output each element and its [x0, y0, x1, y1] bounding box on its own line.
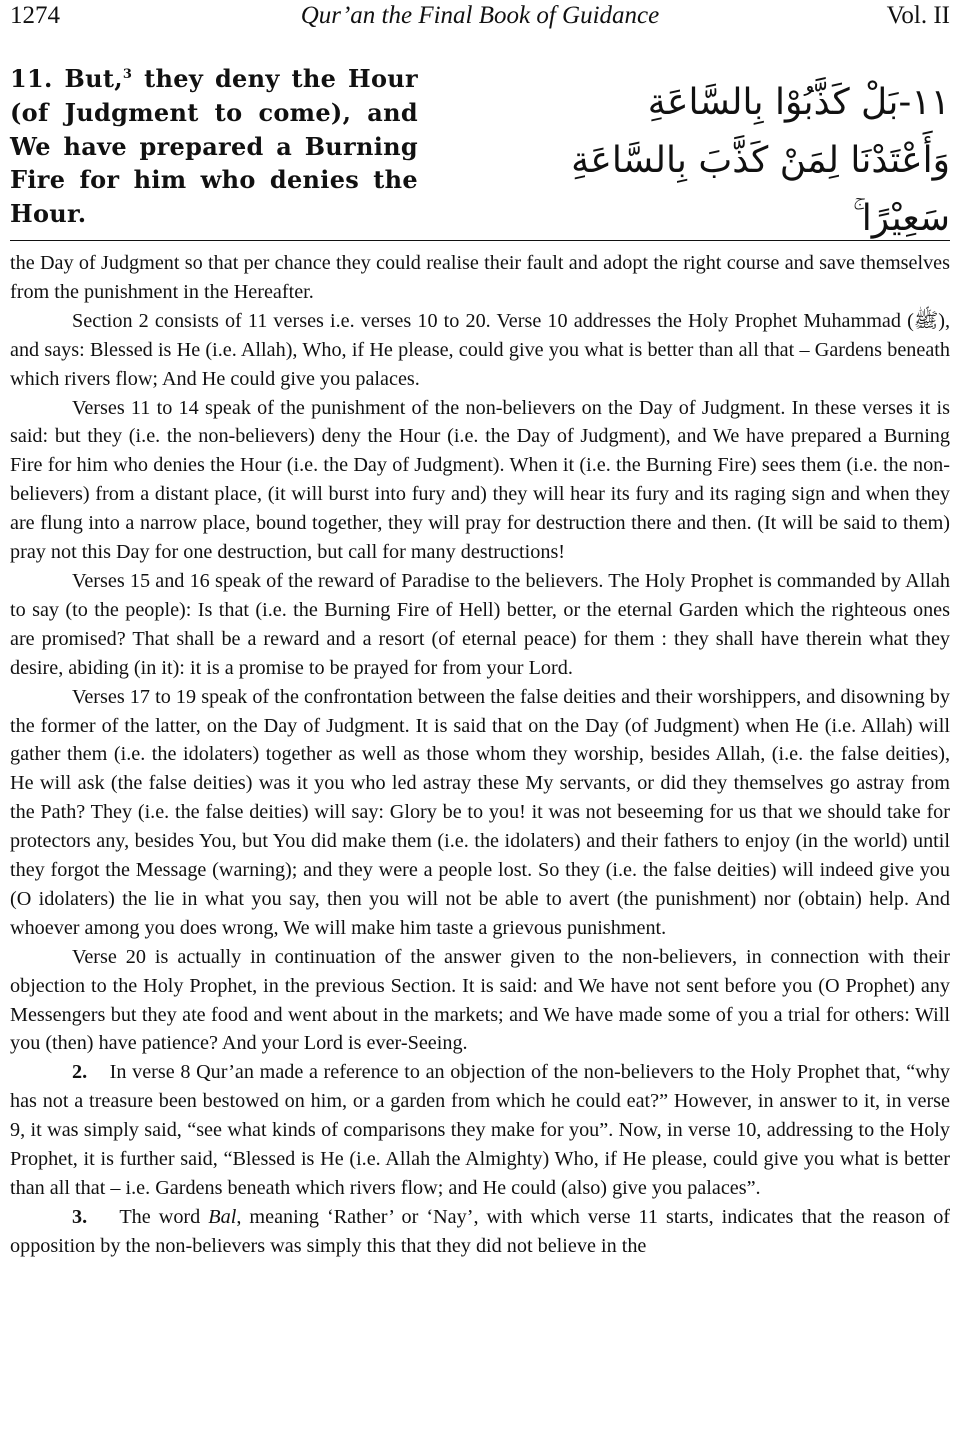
verse-translation — [10, 62, 418, 231]
footnote-3-text-rest: , meaning ‘Rather’ or ‘Nay’, with which verse 11 starts, indicates that the reason of opposition by the non-believers was simply this that they did not believe in the — [10, 1205, 951, 1257]
paragraph-verse-20: Verse 20 is actually in continuation of the answer given to the non-believers, in connection with their objection to the Holy Prophet, in the previous Section. It is said: and We have not sent before you (O Prophet) any Messengers but they ate food and went about in the markets; and We have made some of you a trial for others: Will you (then) have patience? And your Lord is ever-Seeing. — [10, 945, 950, 1055]
paragraph-verses-17-19: Verses 17 to 19 speak of the confrontation between the false deities and their worshippers, and disowning by the former of the latter, on the Day of Judgment. It is said that on the Day (of Judgment) when He (i.e. Allah) will gather them (i.e. the idolaters) together as well as those whom they worship, besides Allah, (i.e. the false deities), He will ask (the false deities) was it you who led astray these My servants, or did they themselves go astray from the Path? They (i.e. the false deities) will say: Glory be to you! it was not beseeming for us that we should take for protectors any, besides You, but You did make them (i.e. the idolaters) and their fathers to enjoy (in the world) until they forgot the Message (warning); and they were a people lost. So they (i.e. the false deities) will indeed give you (O idolaters) the lie in what you say, then you will not be able to avert (the punishment) nor (obtain) help. And whoever among you does wrong, We will make him taste a grievous punishment. — [10, 685, 950, 939]
page-header — [10, 2, 950, 36]
verse-number: 11. — [10, 64, 53, 93]
verse-text-rest: they deny the Hour (of Judgment to come), and We have prepared a Burning Fire for him who denies the Hour. — [10, 64, 419, 229]
paragraph-continuation: the Day of Judgment so that per chance they could realise their fault and adopt the right course and save themselves from the punishment in the Hereafter. — [10, 252, 950, 303]
footnote-2 — [10, 1058, 950, 1203]
arabic-line-1: ١١-بَلْ كَذَّبُوْا بِالسَّاعَةِ — [647, 82, 950, 123]
footnote-3 — [10, 1203, 950, 1261]
volume-label: Vol. II — [886, 2, 950, 29]
paragraph-verses-15-16: Verses 15 and 16 speak of the reward of Paradise to the believers. The Holy Prophet is commanded by Allah to say (to the people): Is that (i.e. the Burning Fire of Hell) better, or the eternal Garden which the righteous ones are promised? That shall be a reward and a resort (of eternal peace) for them : they shall have therein what they desire, abiding (in it): it is a promise to be prayed for from your Lord. — [10, 569, 950, 679]
verse-text-start: But, — [64, 64, 123, 93]
book-title: Qur’an the Final Book of Guidance — [300, 2, 660, 29]
commentary-body — [10, 249, 950, 1261]
footnote-2-number: 2. — [72, 1061, 88, 1084]
footnote-3-number: 3. — [72, 1205, 88, 1228]
footnote-2-text: In verse 8 Qur’an made a reference to an objection of the non-believers to the Holy Prophet that, “why has not a treasure been bestowed on him, or a garden from which he could eat?” However, in answer to it, in verse 9, it was simply said, “see what kinds of comparisons they make for you”. Now, in verse 10, addressing to the Holy Prophet, it is further said, “Blessed is He (i.e. Allah the Almighty) Who, if He please, could give you what is better than all that – i.e. Gardens beneath which rivers flow; and He could (also) give you palaces”. — [10, 1061, 950, 1199]
footnote-3-text-start: The word — [119, 1205, 209, 1228]
arabic-verse — [540, 74, 950, 248]
book-page — [10, 0, 950, 1430]
paragraph-section-2: Section 2 consists of 11 verses i.e. verses 10 to 20. Verse 10 addresses the Holy Prophet Muhammad (ﷺ), and says: Blessed is He (i.e. Allah), Who, if He please, could give you what is better than all that – Gardens beneath which rivers flow; And He could give you palaces. — [10, 309, 950, 390]
page-number: 1274 — [10, 2, 60, 29]
paragraph-verses-11-14: Verses 11 to 14 speak of the punishment of the non-believers on the Day of Judgment. In these verses it is said: but they (i.e. the non-believers) deny the Hour (i.e. the Day of Judgment), and We have prepared a Burning Fire for him who denies the Hour (i.e. the Day of Judgment). When it (i.e. the Burning Fire) sees them (i.e. the non-believers) from a distant place, (it will burst into fury and) they will hear its fury and its raging sign and when they are flung into a narrow place, bound together, they will pray for destruction there and then. (It will be said to them) pray not this Day for one destruction, but call for many destructions! — [10, 396, 950, 564]
verse-block — [10, 62, 950, 239]
footnote-3-term: Bal — [208, 1205, 237, 1228]
footnote-ref: 3 — [122, 67, 133, 82]
divider-line — [10, 240, 950, 241]
arabic-line-2: وَأَعْتَدْنَا لِمَنْ كَذَّبَ بِالسَّاعَةِ سَعِيْرًا ۚ — [571, 140, 950, 239]
